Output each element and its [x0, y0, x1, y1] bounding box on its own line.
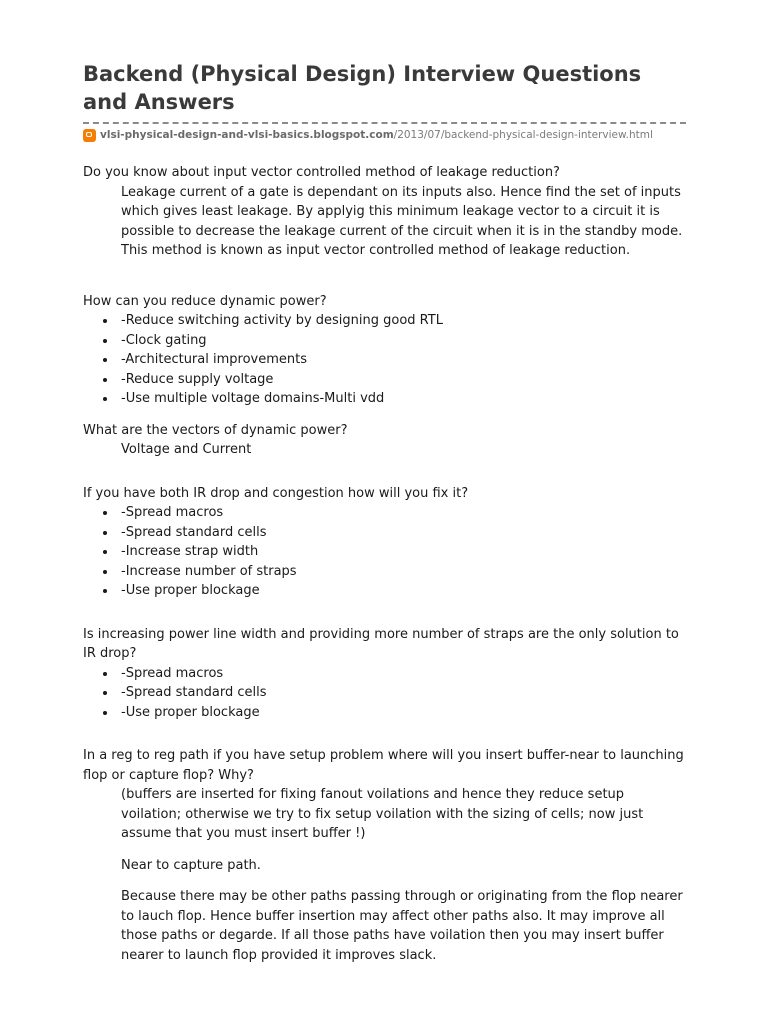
list-item: -Clock gating	[83, 331, 688, 351]
list-item: -Spread standard cells	[83, 523, 688, 543]
answer-1: Leakage current of a gate is dependant on its inputs also. Hence find the set of inputs which gives least leakage. By applyig this minimum leakage vector to a circuit it is possible to decrease the leakage current of the circuit when it is in the standby mode. This method is known as input vector controlled method of leakage reduction.	[121, 184, 683, 258]
answer-3: Voltage and Current	[121, 442, 252, 457]
list-item: -Spread macros	[83, 664, 688, 684]
question-4: If you have both IR drop and congestion how will you fix it?	[83, 485, 469, 501]
question-3: What are the vectors of dynamic power?	[83, 422, 348, 438]
source-path[interactable]: /2013/07/backend-physical-design-interview.html	[393, 129, 653, 141]
list-item: -Reduce switching activity by designing good RTL	[83, 311, 688, 331]
list-item: -Spread standard cells	[83, 683, 688, 703]
page-title: Backend (Physical Design) Interview Questions and Answers	[83, 62, 642, 114]
list-item: -Use multiple voltage domains-Multi vdd	[83, 389, 688, 409]
list-item: -Increase number of straps	[83, 562, 688, 582]
title-divider	[83, 122, 686, 124]
question-2: How can you reduce dynamic power?	[83, 293, 327, 309]
list-item: -Reduce supply voltage	[83, 370, 688, 390]
answer-4-list	[83, 503, 688, 601]
list-item: -Spread macros	[83, 503, 688, 523]
source-domain[interactable]: vlsi-physical-design-and-vlsi-basics.blogspot.com	[100, 129, 394, 141]
answer-6-note: (buffers are inserted for fixing fanout voilations and hence they reduce setup voilation; otherwise we try to fix setup voilation with the sizing of cells; now just assume that you must insert buffer !)	[121, 787, 644, 841]
qa-content	[83, 163, 688, 965]
list-item: -Increase strap width	[83, 542, 688, 562]
blogger-icon	[83, 129, 96, 142]
answer-2-list	[83, 311, 688, 409]
answer-6-explanation: Because there may be other paths passing through or originating from the flop nearer to lauch flop. Hence buffer insertion may affect other paths also. It may improve all those paths or degarde. If all those paths have voilation then you may insert buffer nearer to launch flop provided it improves slack.	[121, 889, 683, 963]
document-page	[83, 60, 688, 965]
list-item: -Use proper blockage	[83, 703, 688, 723]
answer-6-short: Near to capture path.	[121, 857, 261, 873]
question-5: Is increasing power line width and providing more number of straps are the only solution to IR drop?	[83, 626, 679, 661]
source-link[interactable]	[83, 127, 688, 143]
answer-5-list	[83, 664, 688, 723]
list-item: -Architectural improvements	[83, 350, 688, 370]
list-item: -Use proper blockage	[83, 581, 688, 601]
question-6: In a reg to reg path if you have setup problem where will you insert buffer-near to launching flop or capture flop? Why?	[83, 748, 684, 783]
question-1: Do you know about input vector controlled method of leakage reduction?	[83, 165, 560, 180]
